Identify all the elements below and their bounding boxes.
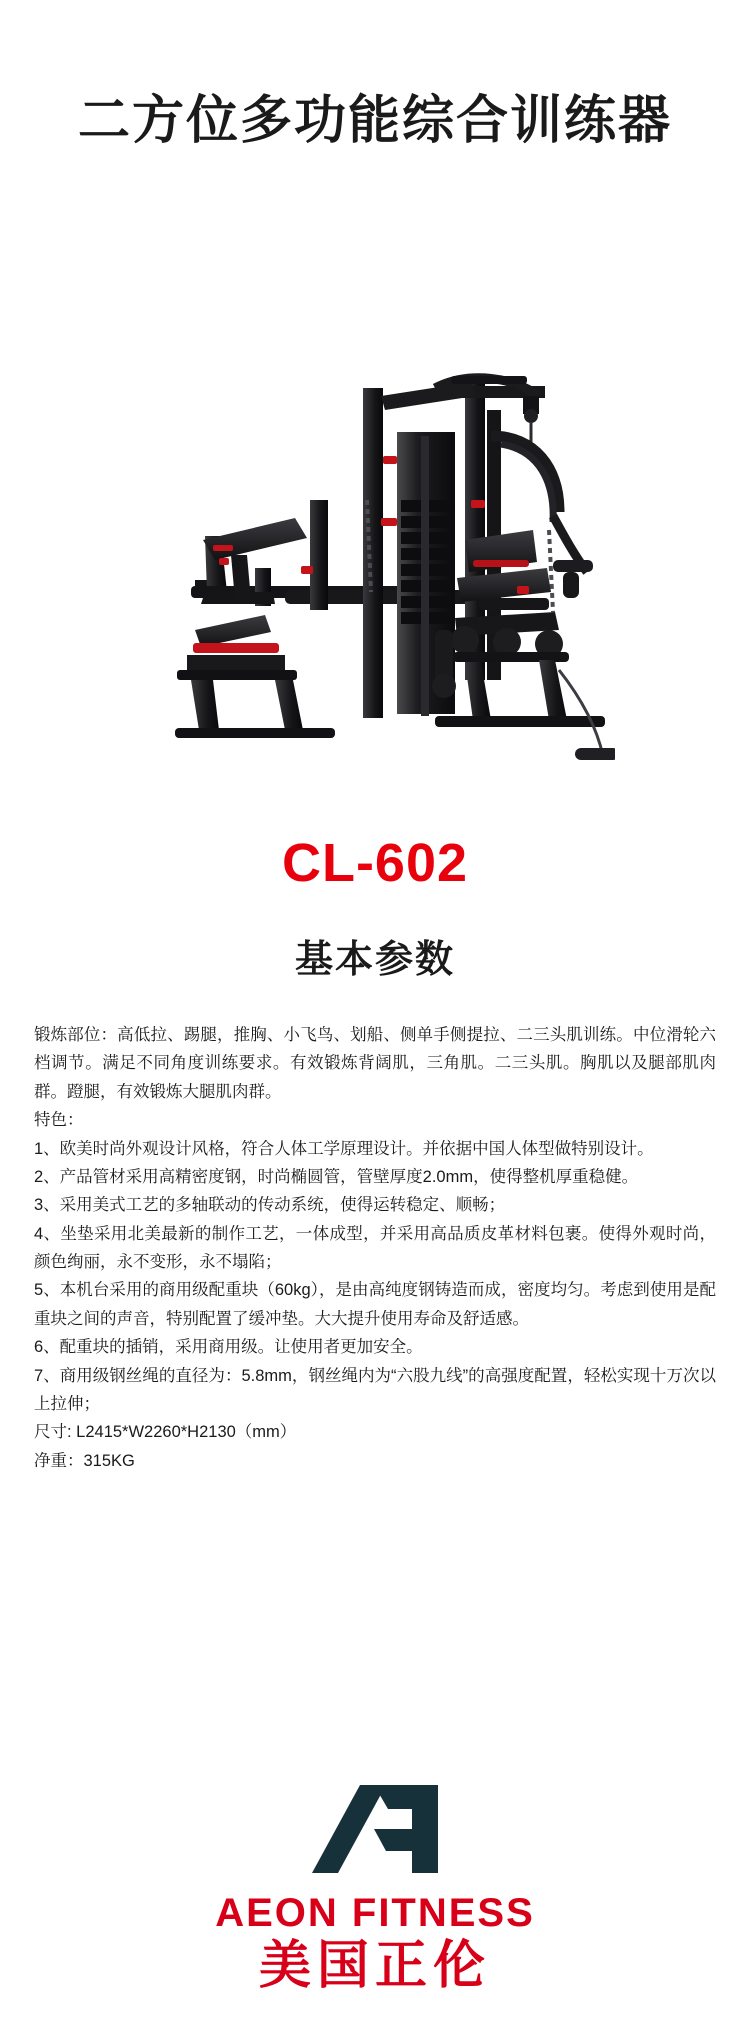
brand-name-cn: 美国正伦 [258,1937,491,1996]
aeon-fitness-logo-icon [300,1777,450,1885]
footer-brand-block [0,1777,750,1997]
spec-line: 7、商用级钢丝绳的直径为：5.8mm，钢丝绳内为“六股九线”的高强度配置，轻松实现十万次以上拉伸； [34,1366,716,1413]
spec-line: 4、坐垫采用北美最新的制作工艺，一体成型，并采用高品质皮革材料包裹。使得外观时尚，颜色绚丽，永不变形，永不塌陷； [34,1224,716,1272]
product-image [135,200,615,760]
spec-line: 特色： [34,1111,84,1130]
section-heading-basic-parameters: 基本参数 [294,939,455,982]
product-image-area [0,200,750,760]
spec-line: 6、配重块的插销，采用商用级。让使用者更加安全。 [34,1338,423,1357]
specs-text-block [34,1021,716,1475]
spec-line: 2、产品管材采用高精密度钢，时尚椭圆管，管壁厚度2.0mm，使得整机厚重稳健。 [34,1167,639,1186]
spec-dimensions: 尺寸: L2415*W2260*H2130（mm） [34,1423,297,1442]
spec-line: 5、本机台采用的商用级配重块（60kg），是由高纯度钢铸造而成，密度均匀。考虑到使用是配重块之间的声音，特别配置了缓冲垫。大大提升使用寿命及舒适感。 [34,1281,716,1328]
spec-line: 锻炼部位：高低拉、踢腿，推胸、小飞鸟、划船、侧单手侧提拉、二三头肌训练。中位滑轮六档调节。满足不同角度训练要求。有效锻炼背阔肌，三角肌。二三头肌。胸肌以及腿部肌肉群。蹬腿，有效锻炼大腿肌肉群。 [34,1026,716,1101]
spec-line: 3、采用美式工艺的多轴联动的传动系统，使得运转稳定、顺畅； [34,1196,506,1215]
page-title: 二方位多功能综合训练器 [77,91,672,150]
product-detail-page [0,35,750,2035]
spec-line: 1、欧美时尚外观设计风格，符合人体工学原理设计。并依据中国人体型做特别设计。 [34,1139,654,1158]
spec-net-weight: 净重：315KG [34,1451,135,1470]
brand-name-en: AEON FITNESS [215,1891,535,1936]
product-model-number: CL-602 [281,833,469,894]
